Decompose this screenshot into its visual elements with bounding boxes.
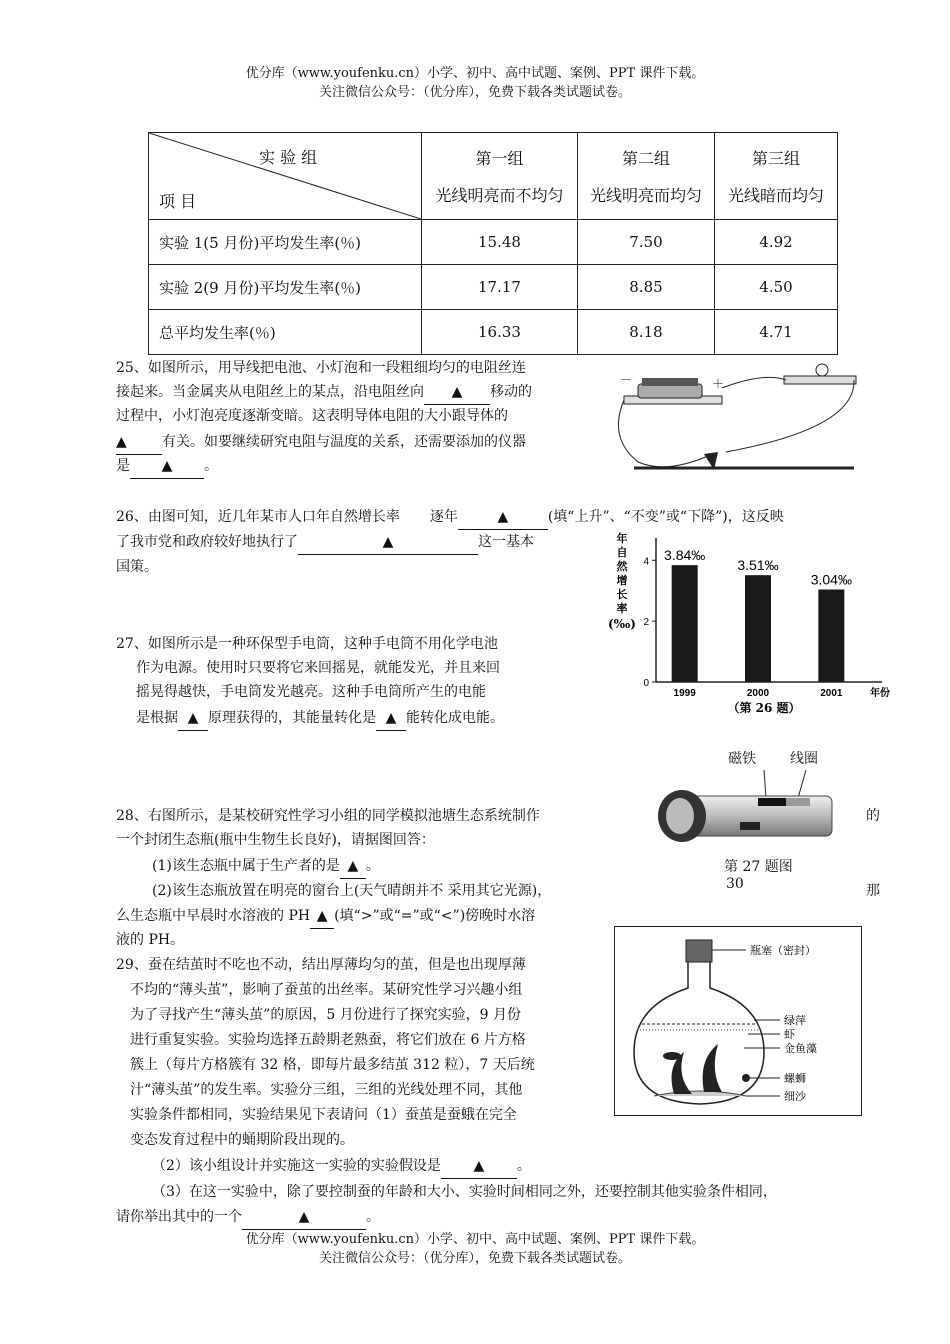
group-3-name: 第三组 [751,149,800,168]
q25-line-4 [116,430,526,455]
table-cell: 8.18 [578,310,715,355]
y-tick-label: 4 [643,556,649,568]
fig27-caption: 第 27 题图 [724,859,793,875]
table-cell: 4.92 [715,220,838,265]
q29-line-6: 汁“薄头茧”的发生率。实验分三组，三组的光线处理不同，其他 [130,1082,523,1098]
q25-text: 。 [204,458,218,474]
table-row [149,220,838,265]
q25-line-1: 25、如图所示，用导线把电池、小灯泡和一段粗细均匀的电阻丝连 [116,360,526,376]
q26-line-1 [116,505,784,530]
q25-blank-3[interactable]: ▲ [130,454,204,479]
q27-text: 能转化成电能。 [406,710,504,726]
bulb-base [784,376,856,384]
shrimp-icon [663,1052,681,1060]
wire [618,400,708,467]
q29-line-2: 不均的“薄头茧”，影响了蚕茧的出丝率。某研究性学习兴趣小组 [130,982,523,998]
group-3-header [715,133,838,220]
q29-line-4: 进行重复实验。实验均选择五龄期老熟蚕，将它们放在 6 片方格 [130,1032,526,1048]
q29-line-9 [152,1154,531,1179]
table-cell: 4.71 [715,310,838,355]
x-axis-label: 年份 [870,688,890,699]
q29-line-8: 变态发育过程中的蛹期阶段出现的。 [130,1132,354,1148]
q29-line-11 [116,1205,380,1230]
q28-line-3 [152,854,380,879]
shrimp-label: 虾 [784,1028,795,1041]
q25-blank-2[interactable]: ▲ [116,430,162,455]
table-cell: 17.17 [422,265,578,310]
q26-blank-1[interactable]: ▲ [458,505,548,530]
q25-line-5 [116,454,218,479]
q28-text: 么生态瓶中早晨时水溶液的 PH [116,908,311,924]
table-cell: 7.50 [578,220,715,265]
wire [722,377,786,388]
q29-line-1: 29、蚕在结茧时不吃也不动，结出厚薄均匀的茧，但是也出现厚薄 [116,957,526,973]
corner-top-label: 实 验 组 [259,148,318,167]
group-1-header [422,133,578,220]
q29-line-3: 为了寻找产生“薄头茧”的原因，5 月份进行了探究实验，9 月份 [130,1007,522,1023]
chart-ticks [643,556,656,689]
snail-icon [742,1074,750,1082]
q28-blank-2[interactable]: ▲ [310,904,334,929]
coil-icon [786,798,810,806]
y-tick-label: 0 [643,678,649,689]
q26-text: 了我市党和政府较好地执行了 [116,534,298,550]
chart-bar [672,565,698,682]
circuit-figure [614,358,859,474]
row-label: 实验 2(9 月份)平均发生率(％) [149,265,422,310]
table-cell: 16.33 [422,310,578,355]
q28-line-6: 液的 PH。 [116,932,185,948]
q26-text: (填“上升”、“不变”或“下降”)，这反映 [547,509,784,525]
growth-rate-chart [604,528,894,720]
x-tick-label: 2000 [746,688,770,699]
chart-caption: （第 26 题） [727,701,801,715]
q26-line-2 [116,530,534,555]
chart-bar [745,575,771,682]
chart-ylabel [608,531,636,631]
group-2-name: 第二组 [621,149,670,168]
table-cell: 8.85 [578,265,715,310]
q29-blank-2[interactable]: ▲ [242,1205,366,1230]
page-footer [0,1230,950,1268]
group-1-name: 第一组 [475,149,524,168]
battery-icon [638,384,702,398]
q25-text: 移动的 [490,384,532,400]
q28-line-2: 一个封闭生态瓶(瓶中生物生长良好)，请据图回答： [116,832,435,848]
table-corner-cell [149,133,422,220]
q29-text: （2）该小组设计并实施这一实验的实验假设是 [152,1158,441,1174]
ylabel-char: 然 [616,560,628,573]
switch-icon [740,822,760,830]
magnet-label: 磁铁 [728,751,756,767]
goldfish-weed-label: 金鱼藻 [784,1042,817,1055]
q26-line-3: 国策。 [116,559,158,575]
q25-text: 是 [116,458,130,474]
q27-text: 原理获得的，其能量转化是 [208,710,376,726]
table-row [149,310,838,355]
table-cell: 15.48 [422,220,578,265]
q28-blank-1[interactable]: ▲ [340,854,366,879]
q27-blank-1[interactable]: ▲ [178,706,208,731]
ylabel-char: 自 [616,546,628,559]
magnet-icon [758,798,786,806]
q29-line-10: （3）在这一实验中，除了要控制蚕的年龄和大小、实验时间相同之外，还要控制其他实验条件相同， [152,1184,777,1200]
q26-text: 逐年 [429,509,458,525]
q25-line-2 [116,380,532,405]
y-tick-label: 2 [643,617,649,629]
q29-text: 请你举出其中的一个 [116,1209,242,1225]
q29-line-7: 实验条件都相同，实验结果见下表请问（1）蚕茧是蚕蛾在完全 [130,1107,517,1123]
table-cell: 4.50 [715,265,838,310]
q28-text: (1)该生态瓶中属于生产者的是 [152,858,340,874]
ylabel-char: 增 [616,574,628,587]
q27-line-3: 摇晃得越快，手电筒发光越亮。这种手电筒所产生的电能 [136,684,486,700]
group-1-condition: 光线明亮而不均匀 [435,186,564,205]
q29-text: 。 [366,1209,380,1225]
q28-text: 。 [365,858,380,874]
group-2-condition: 光线明亮而均匀 [589,186,702,205]
fig27-caption-number: 30 [726,876,744,892]
eco-bottle-figure [614,926,862,1116]
experiment-table-wrapper [148,132,838,355]
battery-minus: － [620,373,633,387]
q29-text: 。 [516,1158,531,1174]
q25-text: 接起来。当金属夹从电阻丝上的某点，沿电阻丝向 [116,384,424,400]
battery-top [642,378,698,386]
q27-blank-2[interactable]: ▲ [376,706,406,731]
q29-blank-1[interactable]: ▲ [441,1154,517,1179]
page-header [0,64,950,102]
leader-line [764,770,766,798]
q27-line-1: 27、如图所示是一种环保型手电筒，这种手电筒不用化学电池 [116,636,498,652]
battery-plus: ＋ [712,377,725,391]
group-2-header [578,133,715,220]
sand-label: 细沙 [784,1090,806,1103]
experiment-table [148,132,838,355]
x-tick-label: 1999 [673,688,696,699]
chart-bars [664,547,852,699]
q28-line-1-end: 的 [866,808,880,824]
x-tick-label: 2001 [820,688,843,699]
q25-line-3: 过程中，小灯泡亮度逐渐变暗。这表明导体电阻的大小跟导体的 [116,408,508,424]
leader-line [798,770,806,798]
q28-line-4-end: 那 [866,883,880,899]
ylabel-unit: (‰) [608,617,636,631]
q25-text: 有关。如要继续研究电阻与温度的关系，还需要添加的仪器 [162,434,526,450]
q29-line-5: 簇上（每片方格簇有 32 格，即每片最多结茧 312 粒），7 天后统 [130,1057,535,1073]
row-label: 总平均发生率(％) [149,310,422,355]
table-row [149,265,838,310]
chart-bar [818,589,844,682]
data-label: 3.84‰ [664,547,706,564]
wire [726,380,854,452]
ylabel-char: 年 [616,532,628,545]
bottle-stopper-icon [686,940,712,962]
flashlight-figure [654,768,836,848]
header-line-2: 关注微信公众号：（优分库），免费下载各类试题试卷。 [318,85,631,100]
q28-line-1: 28、右图所示，是某校研究性学习小组的同学模拟池塘生态系统制作 [116,808,540,824]
q26-text: 这一基本 [478,534,534,550]
data-label: 3.04‰ [810,571,852,588]
group-3-condition: 光线暗而均匀 [727,186,824,205]
snail-label: 螺蛳 [784,1072,806,1085]
q26-text: 26、由图可知，近几年某市人口年自然增长率 [116,509,400,525]
q27-line-4 [136,706,504,731]
q25-blank-1[interactable]: ▲ [424,380,490,405]
stopper-label: 瓶塞（密封） [750,944,816,957]
bulb-icon [816,364,828,376]
q28-text: (填“>”或“=”或“<”)傍晚时水溶 [334,908,536,924]
coil-label: 线圈 [790,751,818,767]
footer-line-1: 优分库（www.youfenku.cn）小学、初中、高中试题、案例、PPT 课件下载。 [245,1232,705,1247]
data-label: 3.51‰ [737,557,779,574]
q26-blank-2[interactable]: ▲ [298,530,478,555]
figure-frame [615,927,862,1116]
algae-label: 绿萍 [784,1014,806,1027]
q28-line-4: (2)该生态瓶放置在明亮的窗台上(天气晴朗并不 采用其它光源)， [152,883,552,899]
ylabel-char: 长 [616,588,628,601]
q27-text: 是根据 [136,710,178,726]
flashlight-lens [666,798,694,834]
q27-line-2: 作为电源。使用时只要将它来回摇晃，就能发光，并且来回 [136,660,500,676]
footer-line-2: 关注微信公众号：（优分库），免费下载各类试题试卷。 [318,1251,631,1266]
q28-line-5 [116,904,535,929]
row-label: 实验 1(5 月份)平均发生率(％) [149,220,422,265]
header-line-1: 优分库（www.youfenku.cn）小学、初中、高中试题、案例、PPT 课件下载。 [245,66,705,81]
corner-bottom-label: 项 目 [159,192,197,211]
ylabel-char: 率 [616,602,628,615]
